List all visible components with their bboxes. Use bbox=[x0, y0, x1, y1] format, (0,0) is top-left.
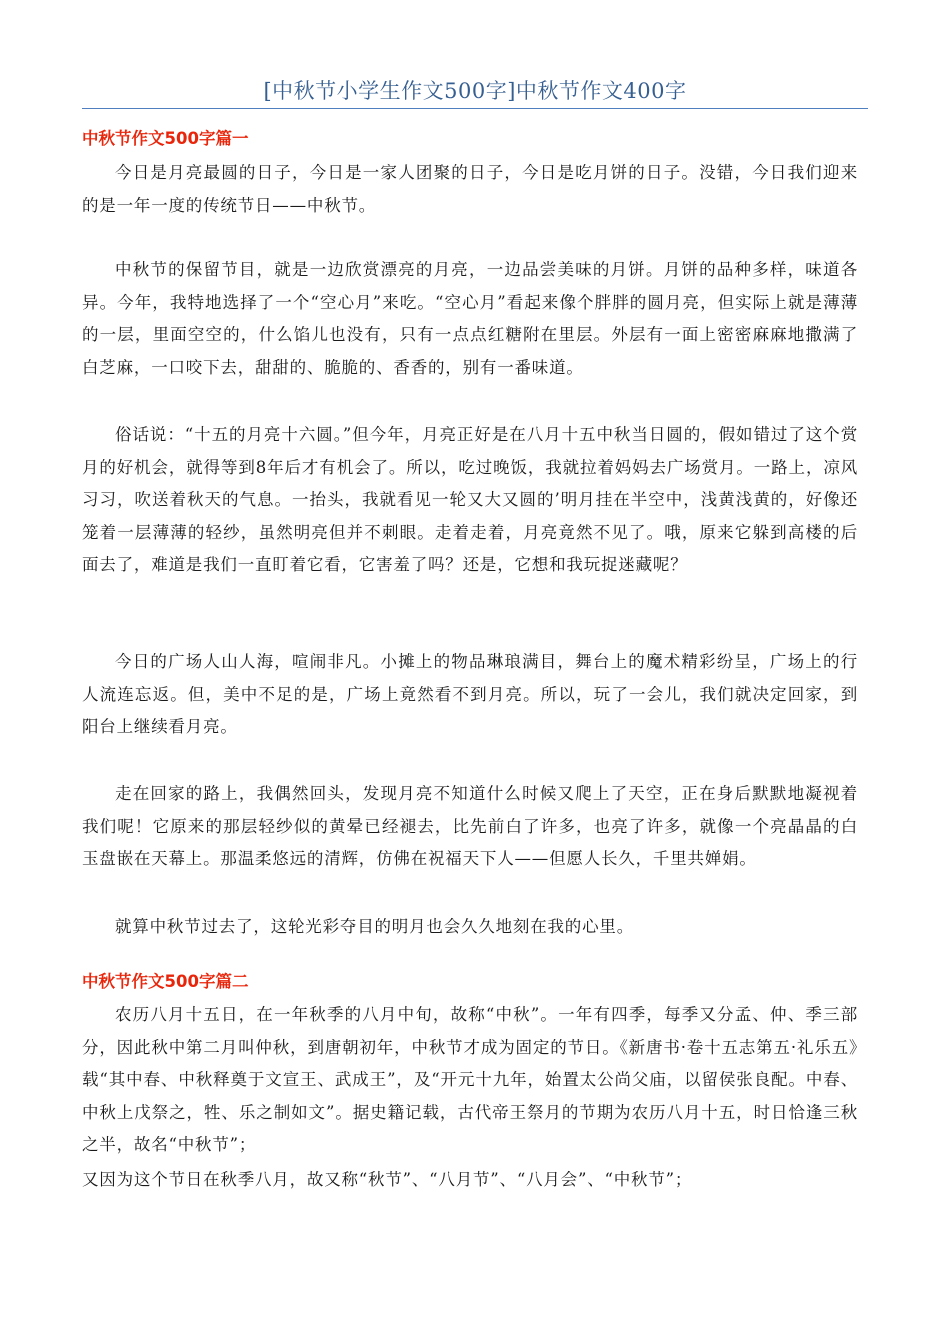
section-2-paragraph-2: 又因为这个节日在秋季八月，故又称“秋节”、“八月节”、“八月会”、“中秋节”； bbox=[82, 1170, 693, 1189]
section-1-paragraph-4: 今日的广场人山人海，喧闹非凡。小摊上的物品琳琅满目，舞台上的魔术精彩纷呈，广场上的行人流连忘返。但，美中不足的是，广场上竟然看不到月亮。所以，玩了一会儿，我们就决定回家，到阳台上继续看月亮。 bbox=[82, 652, 858, 736]
section-1-paragraph-3: 俗话说：“十五的月亮十六圆。”但今年，月亮正好是在八月十五中秋当日圆的，假如错过了这个赏月的好机会，就得等到8年后才有机会了。所以，吃过晚饭，我就拉着妈妈去广场赏月。一路上，凉风习习，吹送着秋天的气息。一抬头，我就看见一轮又大又圆的’明月挂在半空中，浅黄浅黄的，好像还笼着一层薄薄的轻纱，虽然明亮但并不刺眼。走着走着，月亮竟然不见了。哦，原来它躲到高楼的后面去了，难道是我们一直盯着它看，它害羞了吗？还是，它想和我玩捉迷藏呢？ bbox=[82, 425, 858, 574]
section-1-paragraph-5: 走在回家的路上，我偶然回头，发现月亮不知道什么时候又爬上了天空，正在身后默默地凝视着我们呢！它原来的那层轻纱似的黄晕已经褪去，比先前白了许多，也亮了许多，就像一个亮晶晶的白玉盘嵌在天幕上。那温柔悠远的清辉，仿佛在祝福天下人——但愿人长久，千里共婵娟。 bbox=[82, 784, 858, 868]
section-1-paragraph-6: 就算中秋节过去了，这轮光彩夺目的明月也会久久地刻在我的心里。 bbox=[115, 917, 634, 936]
section-2-paragraph-1: 农历八月十五日，在一年秋季的八月中旬，故称“中秋”。一年有四季，每季又分孟、仲、季三部分，因此秋中第二月叫仲秋，到唐朝初年，中秋节才成为固定的节日。《新唐书·卷十五志第五·礼乐五》载“其中春、中秋释奠于文宣王、武成王”，及“开元十九年，始置太公尚父庙，以留侯张良配。中春、中秋上戊祭之，牲、乐之制如文”。据史籍记载，古代帝王祭月的节期为农历八月十五，时日恰逢三秋之半，故名“中秋节”； bbox=[82, 1005, 858, 1154]
section-1-paragraph-2: 中秋节的保留节目，就是一边欣赏漂亮的月亮，一边品尝美味的月饼。月饼的品种多样，味道各异。今年，我特地选择了一个“空心月”来吃。“空心月”看起来像个胖胖的圆月亮，但实际上就是薄薄的一层，里面空空的，什么馅儿也没有，只有一点点红糖附在里层。外层有一面上密密麻麻地撒满了白芝麻，一口咬下去，甜甜的、脆脆的、香香的，别有一番味道。 bbox=[82, 260, 858, 377]
page-title: [中秋节小学生作文500字]中秋节作文400字 bbox=[263, 79, 687, 103]
section-2-title: 中秋节作文500字篇二 bbox=[82, 972, 249, 991]
section-1-title: 中秋节作文500字篇一 bbox=[82, 129, 249, 148]
section-1-paragraph-1: 今日是月亮最圆的日子，今日是一家人团聚的日子，今日是吃月饼的日子。没错，今日我们迎来的是一年一度的传统节日——中秋节。 bbox=[82, 163, 858, 215]
page-header bbox=[82, 76, 868, 109]
